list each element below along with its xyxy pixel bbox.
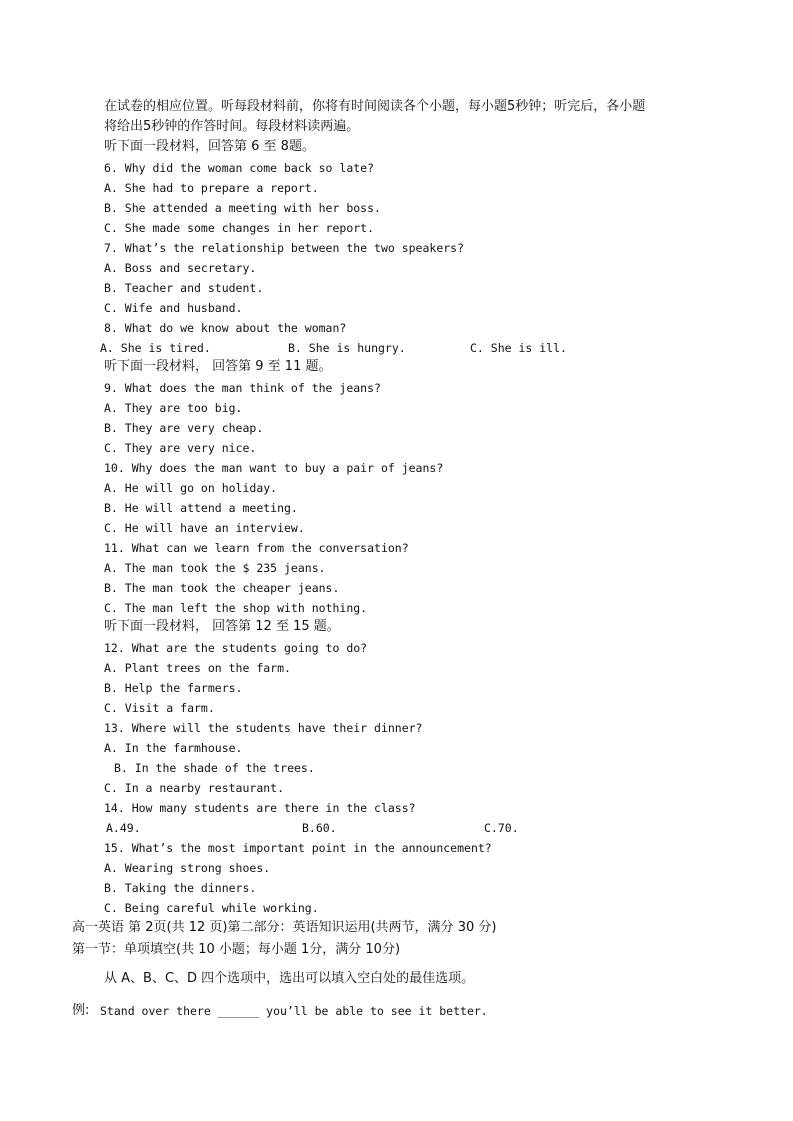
- option-13a: A. In the farmhouse.: [104, 741, 243, 755]
- option-6a: A. She had to prepare a report.: [104, 181, 319, 195]
- option-7c: C. Wife and husband.: [104, 301, 243, 315]
- question-10: 10. Why does the man want to buy a pair of jeans?: [104, 461, 444, 475]
- option-9a: A. They are too big.: [104, 401, 243, 415]
- option-13b: B. In the shade of the trees.: [114, 761, 315, 775]
- question-11: 11. What can we learn from the conversation?: [104, 541, 409, 555]
- intro-line-1: 在试卷的相应位置。听每段材料前，你将有时间阅读各个小题，每小题5秒钟；听完后，各小题: [104, 99, 646, 114]
- option-6b: B. She attended a meeting with her boss.: [104, 201, 381, 215]
- option-8b: B. She is hungry.: [288, 341, 406, 355]
- option-10a: A. He will go on holiday.: [104, 481, 278, 495]
- question-7: 7. What’s the relationship between the two speakers?: [104, 241, 465, 255]
- example-sentence: Stand over there ______ you’ll be able to see it better.: [100, 1004, 488, 1018]
- question-8: 8. What do we know about the woman?: [104, 321, 347, 335]
- example-label: 例:: [72, 1003, 90, 1018]
- option-8a: A. She is tired.: [100, 341, 211, 355]
- option-9c: C. They are very nice.: [104, 441, 257, 455]
- question-9: 9. What does the man think of the jeans?: [104, 381, 381, 395]
- page-footer-part-two-header: 高一英语 第 2页(共 12 页)第二部分：英语知识运用(共两节，满分 30 分): [72, 920, 497, 935]
- option-10c: C. He will have an interview.: [104, 521, 305, 535]
- option-14b: B.60.: [302, 821, 337, 835]
- question-13: 13. Where will the students have their dinner?: [104, 721, 423, 735]
- option-12c: C. Visit a farm.: [104, 701, 215, 715]
- option-6c: C. She made some changes in her report.: [104, 221, 375, 235]
- option-8c: C. She is ill.: [470, 341, 567, 355]
- section-heading-9-11: 听下面一段材料， 回答第 9 至 11 题。: [104, 359, 332, 374]
- question-15: 15. What’s the most important point in the announcement?: [104, 841, 492, 855]
- option-15b: B. Taking the dinners.: [104, 881, 257, 895]
- option-11b: B. The man took the cheaper jeans.: [104, 581, 340, 595]
- section-heading-6-8: 听下面一段材料，回答第 6 至 8题。: [104, 139, 315, 154]
- option-11a: A. The man took the $ 235 jeans.: [104, 561, 326, 575]
- option-12a: A. Plant trees on the farm.: [104, 661, 291, 675]
- option-7a: A. Boss and secretary.: [104, 261, 257, 275]
- option-14a: A.49.: [106, 821, 141, 835]
- section-one-instruction: 从 A、B、C、D 四个选项中，选出可以填入空白处的最佳选项。: [104, 971, 475, 986]
- question-12: 12. What are the students going to do?: [104, 641, 368, 655]
- option-13c: C. In a nearby restaurant.: [104, 781, 285, 795]
- question-14: 14. How many students are there in the class?: [104, 801, 416, 815]
- option-9b: B. They are very cheap.: [104, 421, 264, 435]
- section-one-title: 第一节：单项填空(共 10 小题；每小题 1分，满分 10分): [72, 942, 401, 957]
- option-15c: C. Being careful while working.: [104, 901, 319, 915]
- question-6: 6. Why did the woman come back so late?: [104, 161, 375, 175]
- intro-line-2: 将给出5秒钟的作答时间。每段材料读两遍。: [104, 119, 360, 134]
- option-7b: B. Teacher and student.: [104, 281, 264, 295]
- option-10b: B. He will attend a meeting.: [104, 501, 298, 515]
- option-14c: C.70.: [484, 821, 519, 835]
- option-15a: A. Wearing strong shoes.: [104, 861, 271, 875]
- section-heading-12-15: 听下面一段材料， 回答第 12 至 15 题。: [104, 619, 340, 634]
- option-11c: C. The man left the shop with nothing.: [104, 601, 368, 615]
- option-12b: B. Help the farmers.: [104, 681, 243, 695]
